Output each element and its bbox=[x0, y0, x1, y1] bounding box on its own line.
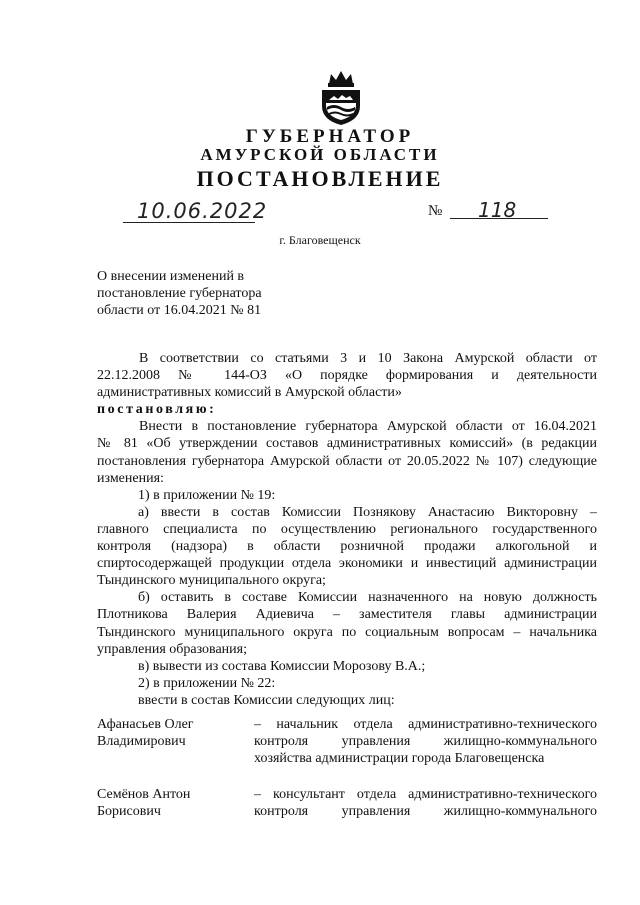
list-item: 2) в приложении № 22: bbox=[138, 675, 276, 691]
description-line: контроля управления жилищно-коммунального bbox=[254, 734, 597, 750]
paragraph-line: главного специалиста по осуществлению регионального государственного bbox=[97, 521, 597, 537]
title-resolution: ПОСТАНОВЛЕНИЕ bbox=[196, 166, 444, 191]
description-line: – начальник отдела административно-технического bbox=[254, 717, 597, 732]
list-item: в) вывести из состава Комиссии Морозову В.А.; bbox=[138, 658, 426, 674]
description-line: – консультант отдела административно-технического bbox=[254, 787, 597, 802]
city-name: г. Благовещенск bbox=[279, 233, 361, 247]
paragraph-line: административных комиссий в Амурской области» bbox=[97, 385, 402, 401]
date-underline bbox=[123, 222, 255, 223]
subject-line: О внесении изменений в bbox=[97, 269, 245, 284]
person-name-line: Борисович bbox=[97, 804, 161, 820]
subject-line: постановление губернатора bbox=[97, 286, 262, 301]
person-name-line: Афанасьев Олег bbox=[97, 717, 194, 732]
document-subject bbox=[97, 268, 262, 319]
paragraph-line: а) ввести в состав Комиссии Познякову Анастасию Викторовну – bbox=[138, 504, 597, 520]
person-name bbox=[97, 786, 247, 820]
paragraph-line: № 81 «Об утверждении составов административных комиссий» (в редакции bbox=[97, 436, 597, 452]
person-description bbox=[254, 716, 597, 767]
paragraph-line: 22.12.2008 № 144-ОЗ «О порядке формирования и деятельности bbox=[97, 368, 597, 384]
paragraph-line: Тындинского муниципального округа по социальным вопросам – начальника bbox=[97, 624, 597, 640]
description-line: контроля управления жилищно-коммунального bbox=[254, 804, 597, 820]
resolve-word: постановляю: bbox=[97, 402, 217, 418]
subject-line: области от 16.04.2021 № 81 bbox=[97, 303, 262, 318]
amur-coat-of-arms-emblem bbox=[318, 70, 364, 126]
title-region: АМУРСКОЙ ОБЛАСТИ bbox=[200, 145, 440, 164]
paragraph-line: спиртосодержащей продукции отдела экономики и инвестиций администрации bbox=[97, 556, 597, 572]
person-description bbox=[254, 786, 597, 820]
list-item: ввести в состав Комиссии следующих лиц: bbox=[138, 692, 395, 708]
paragraph-line: постановления губернатора Амурской области от 20.05.2022 № 107) следующие bbox=[97, 453, 597, 469]
person-name-line: Семёнов Антон bbox=[97, 787, 191, 802]
paragraph-line: управления образования; bbox=[97, 641, 247, 657]
list-item: 1) в приложении № 19: bbox=[138, 487, 276, 503]
document-body bbox=[97, 350, 597, 709]
person-name bbox=[97, 716, 247, 750]
paragraph-line: изменения: bbox=[97, 470, 164, 486]
paragraph-line: Внести в постановление губернатора Амурской области от 16.04.2021 bbox=[139, 419, 597, 435]
paragraph-line: В соответствии со статьями 3 и 10 Закона Амурской области от bbox=[139, 351, 597, 366]
description-line: хозяйства администрации города Благовещенска bbox=[254, 751, 545, 767]
paragraph-line: Плотникова Валерия Адиевича – заместителя главы администрации bbox=[97, 607, 597, 623]
title-governor: ГУБЕРНАТОР bbox=[245, 126, 415, 147]
paragraph-line: контроля (надзора) в области розничной продажи алкогольной и bbox=[97, 539, 597, 555]
number-underline bbox=[450, 218, 548, 219]
paragraph-line: б) оставить в составе Комиссии назначенного на новую должность bbox=[138, 590, 597, 606]
person-name-line: Владимирович bbox=[97, 734, 186, 750]
number-sign: № bbox=[428, 203, 443, 219]
handwritten-date: 10.06.2022 bbox=[137, 199, 268, 223]
handwritten-number: 118 bbox=[478, 198, 517, 222]
paragraph-line: Тындинского муниципального округа; bbox=[97, 573, 326, 589]
